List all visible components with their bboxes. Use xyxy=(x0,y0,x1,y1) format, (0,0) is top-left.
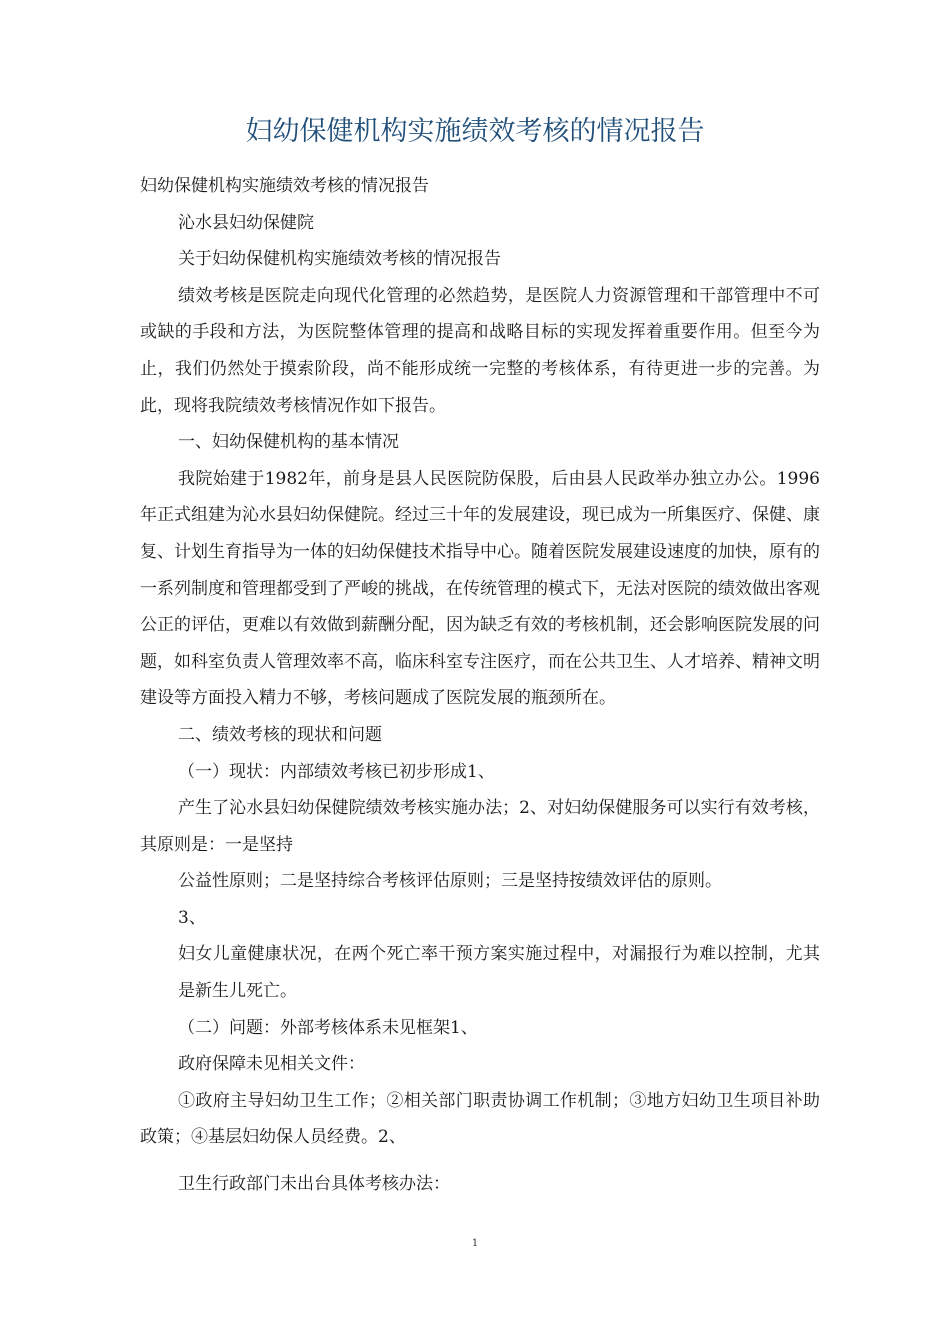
body-paragraph: 我院始建于1982年，前身是县人民医院防保股，后由县人民政举办独立办公。1996年正式组建为沁水县妇幼保健院。经过三十年的发展建设，现已成为一所集医疗、保健、康复、计划生育指导为一体的妇幼保健技术指导中心。随着医院发展建设速度的加快，原有的一系列制度和管理都受到了严峻的挑战，在传统管理的模式下，无法对医院的绩效做出客观公正的评估，更难以有效做到薪酬分配，因为缺乏有效的考核机制，还会影响医院发展的问题，如科室负责人管理效率不高，临床科室专注医疗，而在公共卫生、人才培养、精神文明建设等方面投入精力不够，考核问题成了医院发展的瓶颈所在。 xyxy=(140,468,820,709)
body-paragraph: 二、绩效考核的现状和问题 xyxy=(178,724,382,745)
document-body xyxy=(140,168,820,1203)
body-paragraph: 关于妇幼保健机构实施绩效考核的情况报告 xyxy=(178,249,501,270)
body-paragraph: 一、妇幼保健机构的基本情况 xyxy=(178,432,399,453)
body-paragraph: （一）现状：内部绩效考核已初步形成1、 xyxy=(178,761,495,782)
body-paragraph: ①政府主导妇幼卫生工作；②相关部门职责协调工作机制；③地方妇幼卫生项目补助政策；④基层妇幼保人员经费。2、 xyxy=(140,1090,820,1148)
body-paragraph: 政府保障未见相关文件： xyxy=(178,1054,365,1075)
body-paragraph: 产生了沁水县妇幼保健院绩效考核实施办法；2、对妇幼保健服务可以实行有效考核，其原则是：一是坚持 xyxy=(140,798,820,855)
body-paragraph: 妇幼保健机构实施绩效考核的情况报告 xyxy=(140,176,429,196)
body-paragraph: 3、 xyxy=(178,907,206,928)
body-paragraph: 公益性原则；二是坚持综合考核评估原则；三是坚持按绩效评估的原则。 xyxy=(178,871,722,892)
page-number: 1 xyxy=(471,1238,479,1249)
document-title: 妇幼保健机构实施绩效考核的情况报告 xyxy=(245,116,705,147)
body-paragraph: 绩效考核是医院走向现代化管理的必然趋势，是医院人力资源管理和干部管理中不可或缺的手段和方法，为医院整体管理的提高和战略目标的实现发挥着重要作用。但至今为止，我们仍然处于摸索阶段，尚不能形成统一完整的考核体系，有待更进一步的完善。为此，现将我院绩效考核情况作如下报告。 xyxy=(140,285,820,416)
body-paragraph: 卫生行政部门未出台具体考核办法： xyxy=(178,1174,450,1195)
body-paragraph: （二）问题：外部考核体系未见框架1、 xyxy=(178,1017,478,1038)
body-paragraph: 妇女儿童健康状况，在两个死亡率干预方案实施过程中，对漏报行为难以控制，尤其是新生儿死亡。 xyxy=(178,944,820,1002)
body-paragraph: 沁水县妇幼保健院 xyxy=(178,212,314,233)
